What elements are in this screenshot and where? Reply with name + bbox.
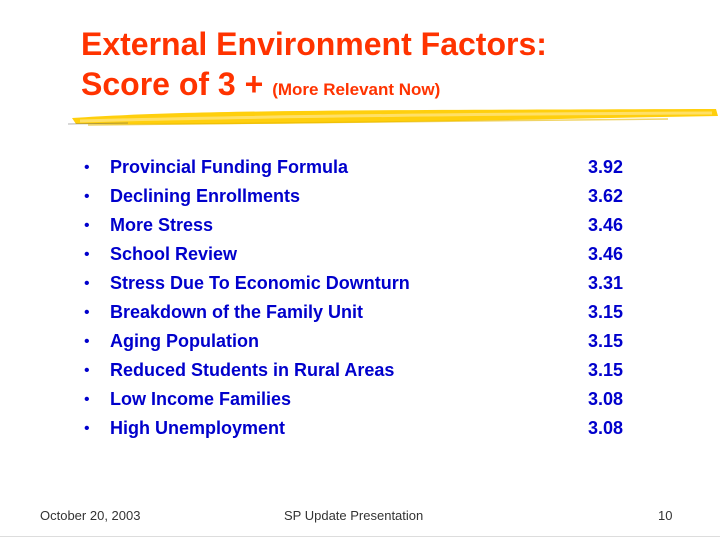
- list-item: [84, 385, 644, 414]
- factor-label: Breakdown of the Family Unit: [110, 302, 364, 322]
- factor-score: 3.15: [588, 360, 624, 380]
- bullet: •: [84, 304, 90, 321]
- factor-label: Declining Enrollments: [110, 186, 301, 206]
- factor-score: 3.46: [588, 244, 624, 264]
- list-item: [84, 269, 644, 298]
- factor-score: 3.08: [588, 389, 624, 409]
- list-item: [84, 240, 644, 269]
- list-item: [84, 356, 644, 385]
- bullet: •: [84, 362, 90, 379]
- list-item: [84, 153, 644, 182]
- factors-list: [84, 153, 644, 443]
- bullet: •: [84, 275, 90, 292]
- list-item: [84, 327, 644, 356]
- bullet: •: [84, 246, 90, 263]
- factor-label: Low Income Families: [110, 389, 292, 409]
- factor-score: 3.08: [588, 418, 624, 438]
- bullet: •: [84, 333, 90, 350]
- yellow-brush-underline: [68, 104, 720, 130]
- list-item: [84, 298, 644, 327]
- bullet: •: [84, 188, 90, 205]
- factor-score: 3.62: [588, 186, 624, 206]
- factor-score: 3.15: [588, 331, 624, 351]
- list-item: [84, 414, 644, 443]
- footer-date: October 20, 2003: [40, 508, 141, 523]
- title-subtitle: (More Relevant Now): [272, 80, 441, 99]
- slide-title: [81, 24, 547, 110]
- factor-label: More Stress: [110, 215, 214, 235]
- bullet: •: [84, 420, 90, 437]
- footer-page-number: 10: [658, 508, 673, 523]
- factor-label: Reduced Students in Rural Areas: [110, 360, 395, 380]
- list-item: [84, 211, 644, 240]
- factor-score: 3.92: [588, 157, 624, 177]
- factor-score: 3.31: [588, 273, 624, 293]
- bullet: •: [84, 391, 90, 408]
- bullet: •: [84, 217, 90, 234]
- factor-label: Provincial Funding Formula: [110, 157, 349, 177]
- factor-label: Stress Due To Economic Downturn: [110, 273, 410, 293]
- bullet: •: [84, 159, 90, 176]
- bottom-divider: [0, 536, 720, 537]
- factor-label: High Unemployment: [110, 418, 286, 438]
- factor-score: 3.15: [588, 302, 624, 322]
- title-line-1: External Environment Factors:: [81, 26, 547, 62]
- factor-score: 3.46: [588, 215, 624, 235]
- factor-label: School Review: [110, 244, 238, 264]
- title-score-text: Score of 3 +: [81, 66, 273, 102]
- list-item: [84, 182, 644, 211]
- footer-presentation-title: SP Update Presentation: [284, 508, 424, 523]
- factor-label: Aging Population: [110, 331, 259, 351]
